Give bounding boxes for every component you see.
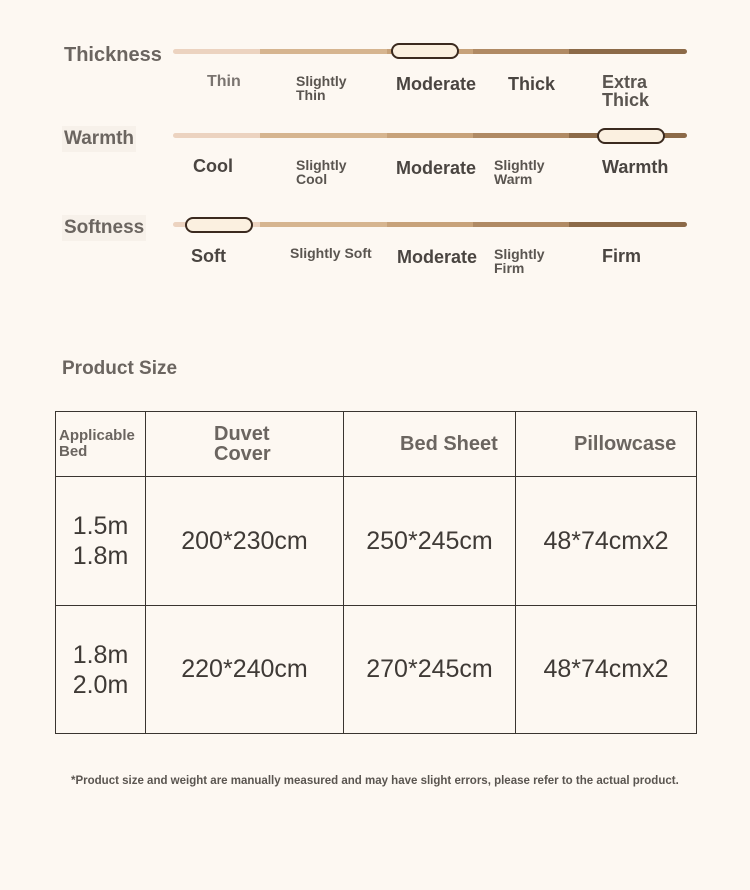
- level-label: Slightly Thin: [296, 73, 347, 103]
- softness-level-slightly-firm: [494, 247, 545, 275]
- thickness-level-slightly-thin: [296, 74, 347, 102]
- level-label: Extra Thick: [602, 72, 650, 110]
- disclaimer-note: *Product size and weight are manually measured and may have slight errors, please refer to the actual product.: [71, 775, 679, 787]
- softness-level-moderate: Moderate: [397, 247, 478, 267]
- bar-seg-5: [569, 222, 687, 227]
- product-size-table: [55, 411, 697, 734]
- softness-level-slightly-soft: Slightly Soft: [290, 245, 372, 261]
- level-label: Slightly Cool: [296, 157, 347, 187]
- bar-seg-3: [387, 133, 473, 138]
- bed-sizes: 1.8m 2.0m: [72, 640, 129, 699]
- level-label: Slightly Firm: [494, 246, 545, 276]
- thickness-slider-knob[interactable]: [391, 43, 459, 59]
- bar-seg-2: [260, 133, 387, 138]
- header-pillowcase: Pillowcase: [516, 412, 697, 477]
- table-row: [56, 606, 697, 734]
- warmth-level-slightly-cool: [296, 158, 347, 186]
- bar-seg-4: [473, 49, 569, 54]
- cell-sheet: 270*245cm: [344, 606, 516, 734]
- bar-seg-2: [260, 222, 387, 227]
- bar-seg-4: [473, 133, 569, 138]
- softness-slider-knob[interactable]: [185, 217, 253, 233]
- table-row: [56, 477, 697, 606]
- header-label: Duvet Cover: [214, 423, 271, 465]
- thickness-title: Thickness: [64, 44, 162, 66]
- level-label: Slightly Warm: [494, 157, 545, 187]
- warmth-title: Warmth: [62, 126, 136, 152]
- header-duvet-cover: [146, 412, 344, 477]
- thickness-level-extra-thick: [602, 73, 649, 109]
- warmth-level-cool: Cool: [193, 156, 233, 176]
- table-header-row: [56, 412, 697, 477]
- warmth-level-slightly-warm: [494, 158, 545, 186]
- cell-sheet: 250*245cm: [344, 477, 516, 606]
- bar-seg-3: [387, 222, 473, 227]
- softness-level-soft: Soft: [191, 246, 226, 266]
- cell-pillow: 48*74cmx2: [516, 606, 697, 734]
- thickness-level-thin: Thin: [207, 73, 241, 90]
- warmth-slider-knob[interactable]: [597, 128, 665, 144]
- bar-seg-4: [473, 222, 569, 227]
- warmth-level-warmth: Warmth: [602, 157, 669, 177]
- cell-bed: [56, 606, 146, 734]
- bed-sizes: 1.5m 1.8m: [72, 512, 129, 570]
- softness-level-firm: Firm: [602, 246, 642, 266]
- bar-seg-1: [173, 133, 260, 138]
- cell-pillow: 48*74cmx2: [516, 477, 697, 606]
- thickness-level-thick: Thick: [508, 74, 556, 94]
- bar-seg-2: [260, 49, 387, 54]
- softness-title: Softness: [62, 215, 146, 241]
- warmth-level-moderate: Moderate: [396, 158, 477, 178]
- cell-bed: [56, 477, 146, 606]
- product-size-title: Product Size: [62, 358, 178, 379]
- header-label: Applicable Bed: [59, 427, 135, 460]
- cell-duvet: 200*230cm: [146, 477, 344, 606]
- thickness-level-moderate: Moderate: [396, 74, 477, 94]
- header-applicable-bed: [56, 412, 146, 477]
- bar-seg-1: [173, 49, 260, 54]
- header-bed-sheet: Bed Sheet: [344, 412, 516, 477]
- cell-duvet: 220*240cm: [146, 606, 344, 734]
- bar-seg-5: [569, 49, 687, 54]
